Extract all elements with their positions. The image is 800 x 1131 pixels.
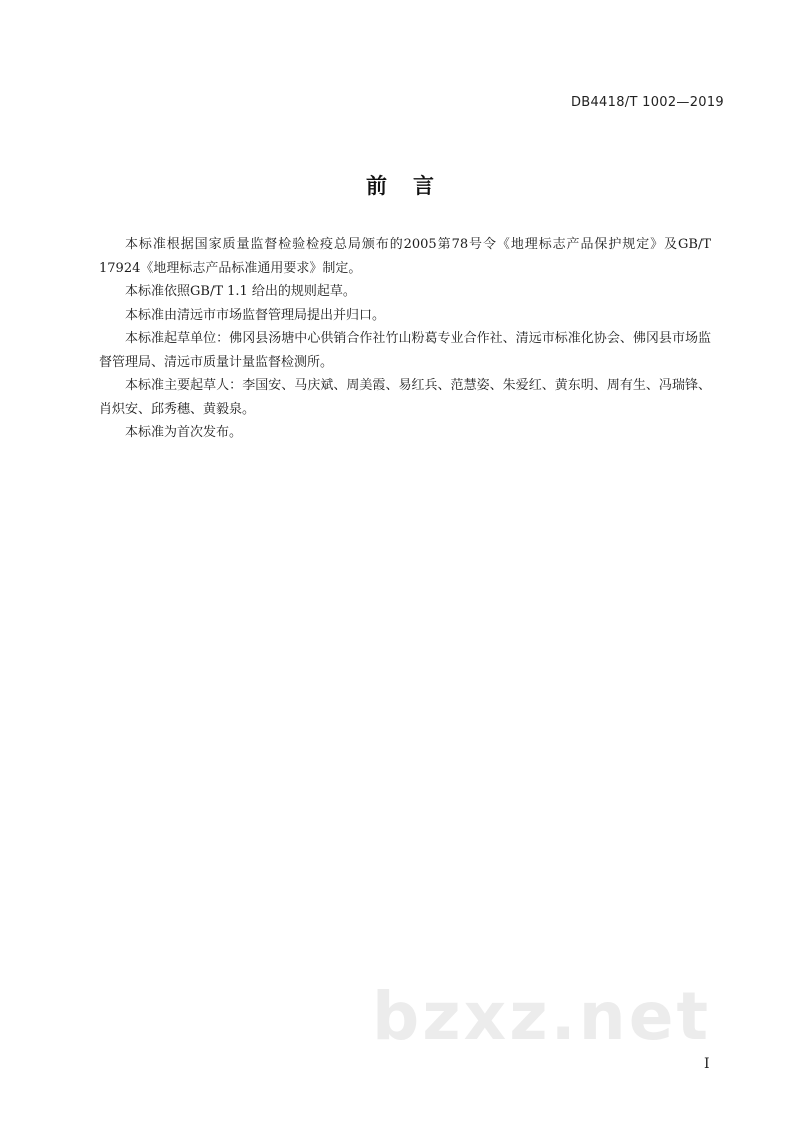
paragraph-proposer: 本标准由清远市市场监督管理局提出并归口。 [125, 307, 386, 323]
paragraph-drafting-units: 本标准起草单位：佛冈县汤塘中心供销合作社竹山粉葛专业合作社、清远市标准化协会、佛冈县市场监督管理局、清远市质量计量监督检测所。 [99, 331, 711, 370]
page-title: 前言 [366, 174, 460, 198]
paragraph-drafters: 本标准主要起草人：李国安、马庆斌、周美霞、易红兵、范慧姿、朱爱红、黄东明、周有生、冯瑞锋、肖炽安、邱秀穗、黄毅泉。 [99, 378, 711, 417]
paragraph-drafting-rules: 本标准依照GB/T 1.1 给出的规则起草。 [125, 284, 356, 299]
paragraph-first-release: 本标准为首次发布。 [125, 425, 243, 440]
document-code: DB4418/T 1002—2019 [570, 95, 724, 110]
page-number: I [704, 1056, 710, 1072]
watermark-logo: bzxz.net [372, 978, 712, 1055]
paragraph-basis: 本标准根据国家质量监督检验检疫总局颁布的2005第78号令《地理标志产品保护规定》及GB/T 17924《地理标志产品标准通用要求》制定。 [99, 237, 711, 276]
preface-body [99, 233, 711, 445]
